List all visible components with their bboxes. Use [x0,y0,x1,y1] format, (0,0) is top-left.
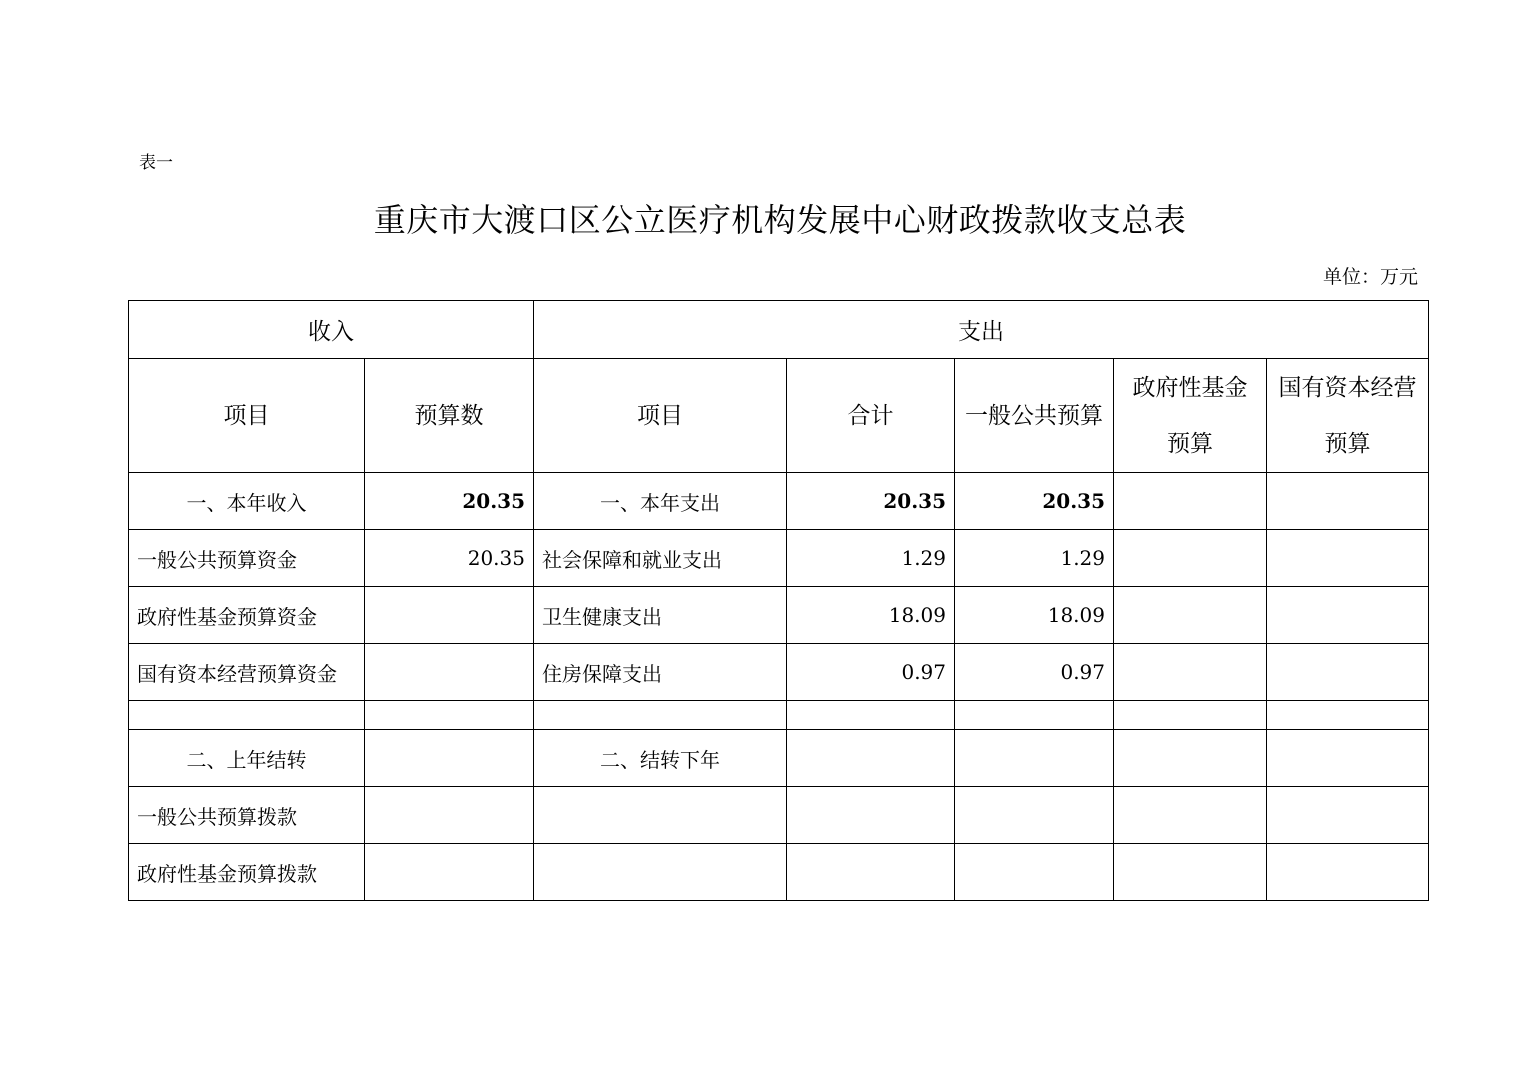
header-income-item: 项目 [129,359,365,473]
gov-fund-cell [1114,587,1267,644]
total-cell [787,844,955,901]
header-income: 收入 [129,301,534,359]
header-row-sub [129,359,1429,473]
gov-fund-cell [1114,473,1267,530]
total-cell: 1.29 [787,530,955,587]
expense-item-cell [534,844,787,901]
header-state-capital-budget: 国有资本经营预算 [1267,359,1429,473]
state-capital-cell [1267,701,1429,730]
state-capital-cell [1267,730,1429,787]
header-row-main [129,301,1429,359]
table-row [129,587,1429,644]
income-item-cell: 政府性基金预算拨款 [129,844,365,901]
income-value-cell: 20.35 [365,530,534,587]
income-value-cell [365,787,534,844]
general-cell [955,730,1114,787]
gov-fund-cell [1114,644,1267,701]
expense-item-cell: 卫生健康支出 [534,587,787,644]
general-cell [955,844,1114,901]
table-row [129,730,1429,787]
table-row [129,844,1429,901]
total-cell: 18.09 [787,587,955,644]
expense-item-cell [534,701,787,730]
table-row [129,787,1429,844]
table-row-empty [129,701,1429,730]
income-item-cell: 国有资本经营预算资金 [129,644,365,701]
total-cell: 20.35 [787,473,955,530]
income-item-cell: 政府性基金预算资金 [129,587,365,644]
income-value-cell [365,644,534,701]
gov-fund-cell [1114,530,1267,587]
state-capital-cell [1267,844,1429,901]
gov-fund-cell [1114,730,1267,787]
income-value-cell: 20.35 [365,473,534,530]
income-value-cell [365,701,534,730]
income-value-cell [365,587,534,644]
header-general-budget: 一般公共预算 [955,359,1114,473]
total-cell [787,787,955,844]
income-item-cell: 一般公共预算资金 [129,530,365,587]
total-cell [787,730,955,787]
header-income-budget: 预算数 [365,359,534,473]
general-cell: 1.29 [955,530,1114,587]
total-cell [787,701,955,730]
table-row [129,530,1429,587]
gov-fund-cell [1114,701,1267,730]
budget-table [128,300,1429,901]
general-cell: 20.35 [955,473,1114,530]
expense-item-cell: 一、本年支出 [534,473,787,530]
table-row [129,473,1429,530]
state-capital-cell [1267,787,1429,844]
general-cell [955,787,1114,844]
table-label: 表一 [139,153,173,173]
general-cell [955,701,1114,730]
gov-fund-cell [1114,787,1267,844]
expense-item-cell: 二、结转下年 [534,730,787,787]
total-cell: 0.97 [787,644,955,701]
unit-label: 单位：万元 [1322,266,1418,288]
header-expense: 支出 [534,301,1429,359]
expense-item-cell: 社会保障和就业支出 [534,530,787,587]
header-gov-fund-budget: 政府性基金预算 [1114,359,1267,473]
state-capital-cell [1267,530,1429,587]
table-row [129,644,1429,701]
gov-fund-cell [1114,844,1267,901]
page-title: 重庆市大渡口区公立医疗机构发展中心财政拨款收支总表 [373,201,1187,239]
income-item-cell [129,701,365,730]
income-item-cell: 一、本年收入 [129,473,365,530]
expense-item-cell [534,787,787,844]
expense-item-cell: 住房保障支出 [534,644,787,701]
state-capital-cell [1267,473,1429,530]
income-item-cell: 二、上年结转 [129,730,365,787]
general-cell: 18.09 [955,587,1114,644]
general-cell: 0.97 [955,644,1114,701]
state-capital-cell [1267,587,1429,644]
income-value-cell [365,844,534,901]
header-expense-item: 项目 [534,359,787,473]
state-capital-cell [1267,644,1429,701]
income-value-cell [365,730,534,787]
header-total: 合计 [787,359,955,473]
income-item-cell: 一般公共预算拨款 [129,787,365,844]
